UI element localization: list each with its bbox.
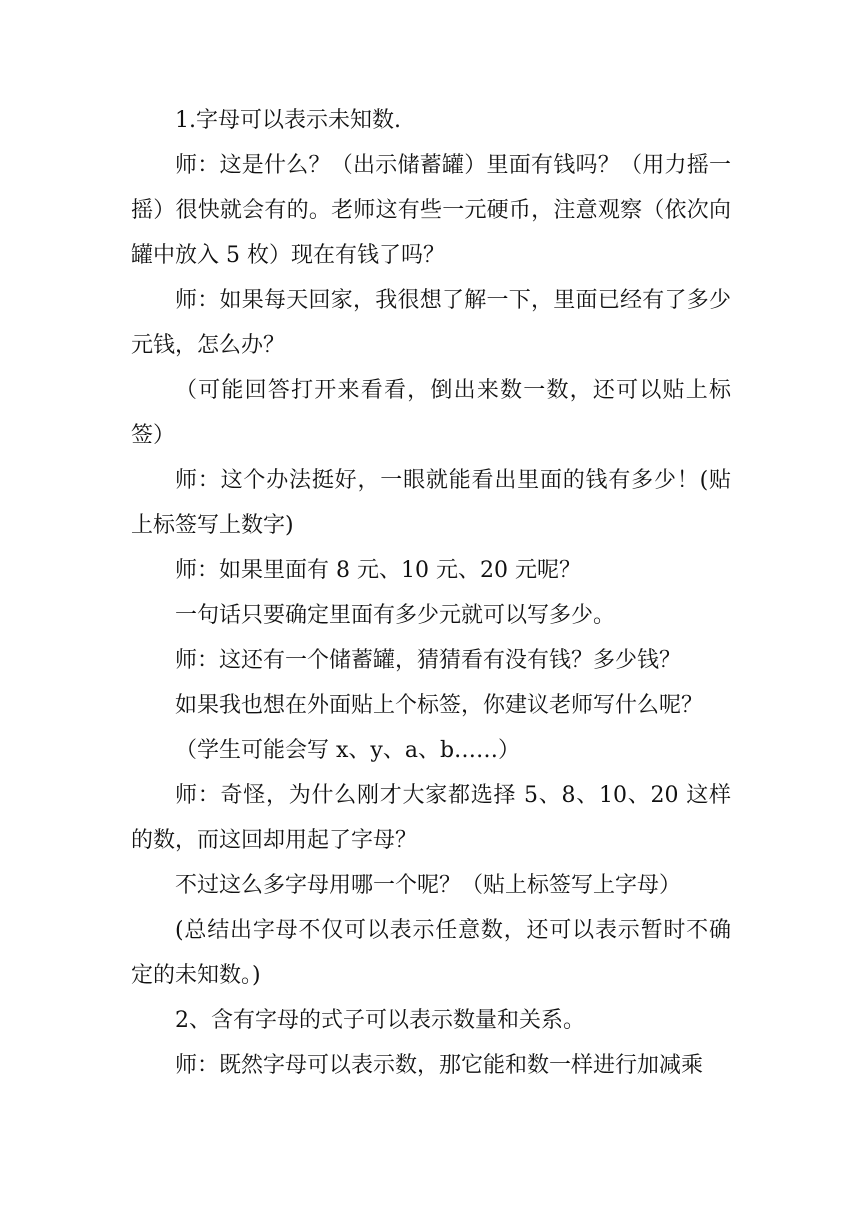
paragraph: 如果我也想在外面贴上个标签，你建议老师写什么呢？ [175,693,704,718]
paragraph: 师：如果每天回家，我很想了解一下，里面已经有了多少元钱，怎么办？ [131,288,731,358]
paragraph-section-2-title: 2、含有字母的式子可以表示数量和关系。 [175,1008,585,1033]
paragraph: 师：既然字母可以表示数，那它能和数一样进行加减乘 [175,1053,704,1078]
paragraph: 师：这个办法挺好，一眼就能看出里面的钱有多少！(贴上标签写上数字) [131,468,731,538]
paragraph-section-1-title: 1.字母可以表示未知数. [175,108,401,133]
paragraph: 师：如果里面有 8 元、10 元、20 元呢？ [175,558,581,583]
paragraph: 不过这么多字母用哪一个呢？（贴上标签写上字母） [175,873,682,898]
paragraph: （可能回答打开来看看，倒出来数一数，还可以贴上标签） [131,378,731,448]
paragraph: 师：这是什么？（出示储蓄罐）里面有钱吗？（用力摇一摇）很快就会有的。老师这有些一元硬币，注意观察（依次向罐中放入 5 枚）现在有钱了吗？ [131,153,731,268]
paragraph: 师：这还有一个储蓄罐，猜猜看有没有钱？多少钱？ [175,648,682,673]
paragraph: 师：奇怪，为什么刚才大家都选择 5、8、10、20 这样的数，而这回却用起了字母？ [131,783,731,853]
paragraph: (总结出字母不仅可以表示任意数，还可以表示暂时不确定的未知数。) [131,918,731,988]
document-body [131,98,731,1088]
paragraph: （学生可能会写 x、y、a、b……） [175,738,521,763]
paragraph: 一句话只要确定里面有多少元就可以写多少。 [175,603,616,628]
